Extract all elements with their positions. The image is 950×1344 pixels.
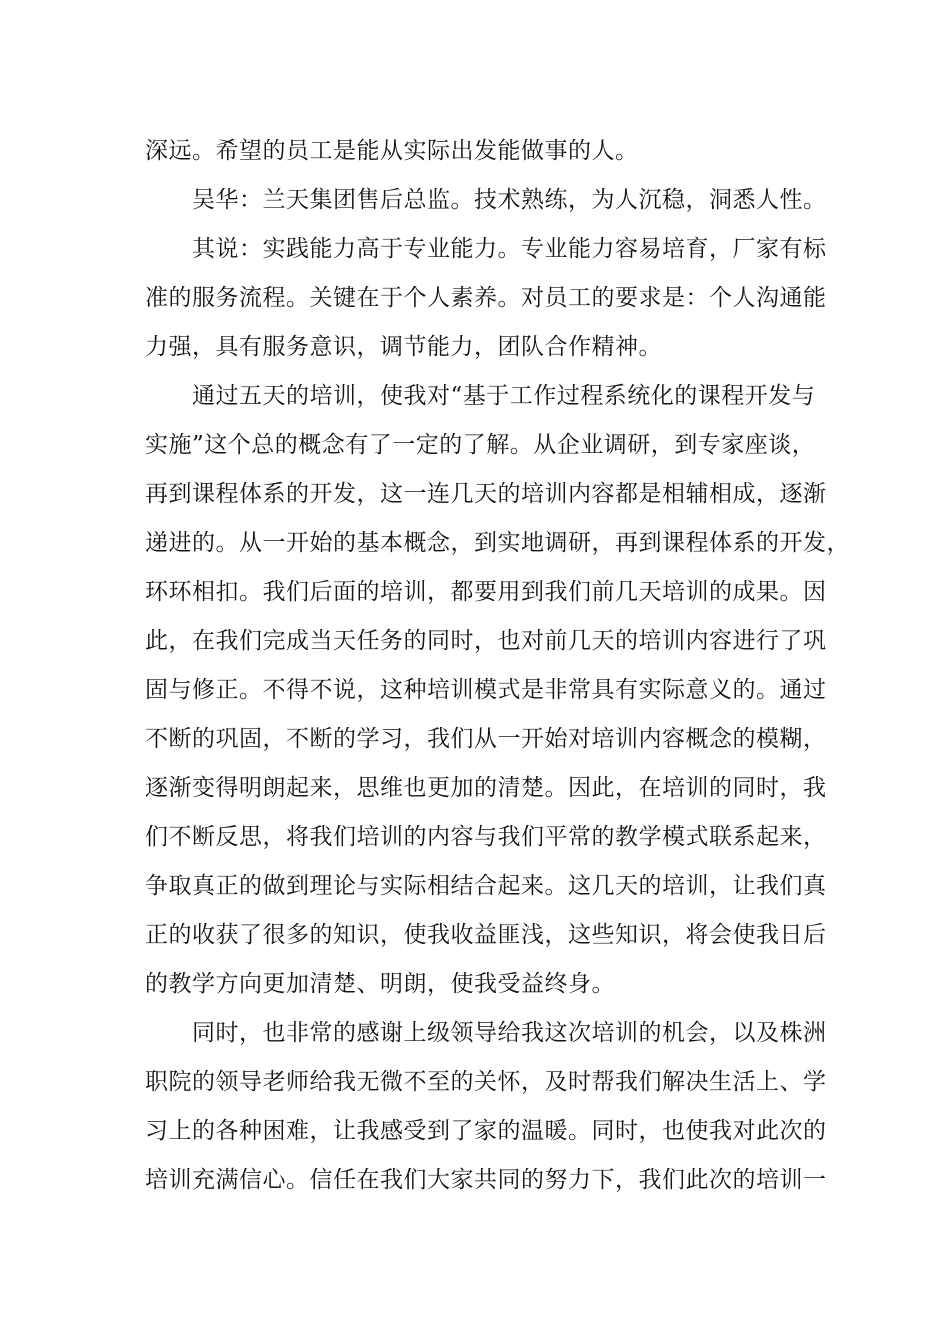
text-line: 其说：实践能力高于专业能力。专业能力容易培育，厂家有标 xyxy=(192,236,827,262)
text-line: 逐渐变得明朗起来，思维也更加的清楚。因此，在培训的同时，我 xyxy=(145,775,827,801)
text-line: 职院的领导老师给我无微不至的关怀，及时帮我们解决生活上、学 xyxy=(145,1069,827,1095)
text-line: 吴华：兰天集团售后总监。技术熟练，为人沉稳，洞悉人性。 xyxy=(192,187,827,213)
text-line: 力强，具有服务意识，调节能力，团队合作精神。 xyxy=(145,334,662,360)
text-line: 习上的各种困难，让我感受到了家的温暖。同时，也使我对此次的 xyxy=(145,1118,827,1144)
text-line: 争取真正的做到理论与实际相结合起来。这几天的培训，让我们真 xyxy=(145,873,827,899)
text-line: 准的服务流程。关键在于个人素养。对员工的要求是：个人沟通能 xyxy=(145,285,827,311)
text-line: 再到课程体系的开发，这一连几天的培训内容都是相辅相成，逐渐 xyxy=(145,481,827,507)
text-line: 实施”这个总的概念有了一定的了解。从企业调研，到专家座谈， xyxy=(145,432,816,458)
text-line: 通过五天的培训，使我对“基于工作过程系统化的课程开发与 xyxy=(192,383,816,409)
text-line: 不断的巩固，不断的学习，我们从一开始对培训内容概念的模糊， xyxy=(145,726,827,752)
text-line: 同时，也非常的感谢上级领导给我这次培训的机会，以及株洲 xyxy=(192,1020,827,1046)
document-body xyxy=(145,127,850,1205)
text-line: 固与修正。不得不说，这种培训模式是非常具有实际意义的。通过 xyxy=(145,677,827,703)
text-line: 深远。希望的员工是能从实际出发能做事的人。 xyxy=(145,138,639,164)
text-line: 培训充满信心。信任在我们大家共同的努力下，我们此次的培训一 xyxy=(145,1167,827,1193)
text-line: 的教学方向更加清楚、明朗，使我受益终身。 xyxy=(145,971,615,997)
text-line: 正的收获了很多的知识，使我收益匪浅，这些知识，将会使我日后 xyxy=(145,922,827,948)
text-line: 们不断反思，将我们培训的内容与我们平常的教学模式联系起来， xyxy=(145,824,827,850)
text-line: 递进的。从一开始的基本概念，到实地调研，再到课程体系的开发， xyxy=(145,530,850,556)
text-line: 此，在我们完成当天任务的同时，也对前几天的培训内容进行了巩 xyxy=(145,628,827,654)
text-line: 环环相扣。我们后面的培训，都要用到我们前几天培训的成果。因 xyxy=(145,579,827,605)
